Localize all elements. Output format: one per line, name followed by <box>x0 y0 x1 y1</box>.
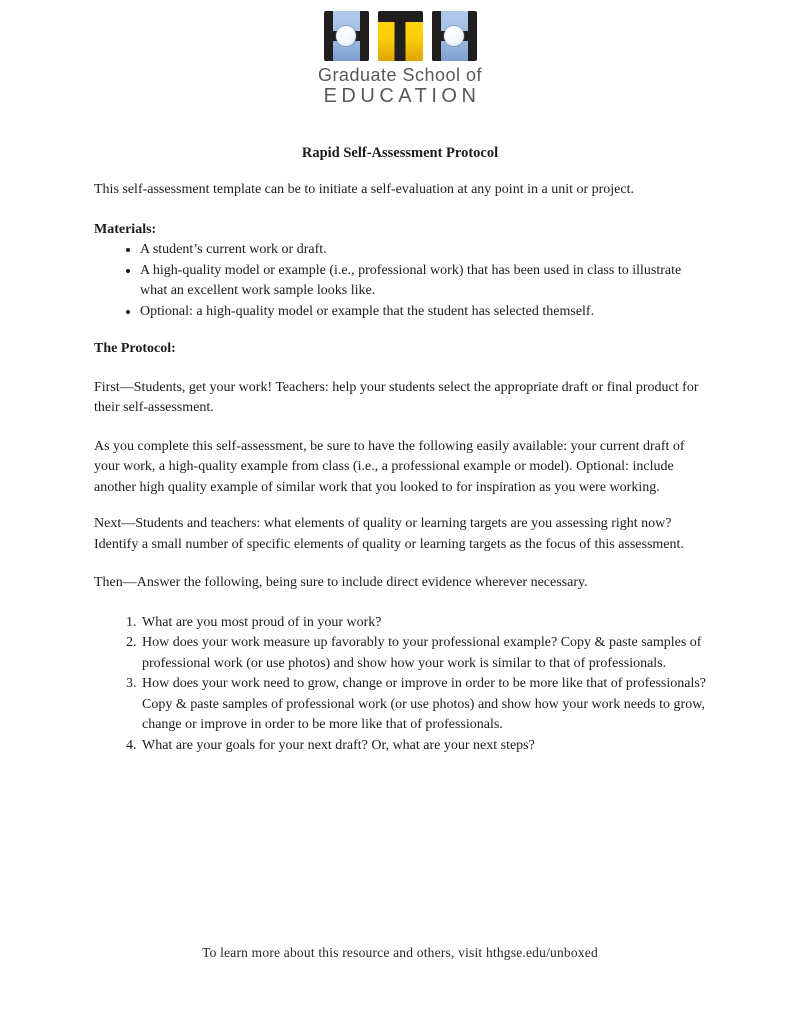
list-item: 3. How does your work need to grow, change or improve in order to be more like that of professionals? Copy & paste samples of professional work (or use photos) and show how your work needs to grow, change or improve in order to be more like that of professionals. <box>140 674 706 736</box>
logo-tile-h-icon <box>324 11 369 61</box>
list-item: 1. What are you most proud of in your work? <box>140 613 706 634</box>
document-content <box>94 143 706 756</box>
protocol-paragraph-then: Then—Answer the following, being sure to include direct evidence wherever necessary. <box>94 575 588 590</box>
protocol-heading: The Protocol: <box>94 341 176 356</box>
lens-circle-icon <box>336 26 356 46</box>
materials-heading: Materials: <box>94 221 157 237</box>
page-title: Rapid Self-Assessment Protocol <box>301 145 499 161</box>
list-item: • A high-quality model or example (i.e., professional work) that has been used in class to illustrate what an excellent work sample looks like. <box>140 261 706 302</box>
list-item: • Optional: a high-quality model or example that the student has selected themself. <box>140 302 706 323</box>
questions-list <box>94 613 706 757</box>
protocol-paragraph-first: First—Students, get your work! Teachers: help your students select the appropriate draft or final product for their self-assessment. <box>94 379 699 415</box>
logo-tile-h-icon <box>432 11 477 61</box>
list-item: 4. What are your goals for your next draft? Or, what are your next steps? <box>140 736 706 757</box>
intro-paragraph: This self-assessment template can be to initiate a self-evaluation at any point in a unit or project. <box>94 182 634 197</box>
list-item: 2. How does your work measure up favorably to your professional example? Copy & paste samples of professional work (or use photos) and show how your work is similar to that of professionals. <box>140 633 706 674</box>
materials-list <box>94 240 706 322</box>
hth-logo <box>0 0 800 107</box>
footer-note: To learn more about this resource and others, visit hthgse.edu/unboxed <box>202 945 598 960</box>
logo-tile-t-icon <box>378 11 423 61</box>
logo-wordmark: EDUCATION <box>323 85 481 107</box>
list-item: • A student’s current work or draft. <box>140 240 706 261</box>
t-stem <box>395 11 406 61</box>
protocol-paragraph-materials-available: As you complete this self-assessment, be sure to have the following easily available: your current draft of your work, a high-quality example from class (i.e., a professional example or model). Optional: include another high quality example of similar work that you looked to for inspiration as you were working. <box>94 438 685 495</box>
logo-tiles <box>0 11 800 61</box>
logo-school-line: Graduate School of <box>317 65 483 85</box>
lens-circle-icon <box>444 26 464 46</box>
protocol-paragraph-next: Next—Students and teachers: what elements of quality or learning targets are you assessing right now? Identify a small number of specific elements of quality or learning targets as the focus of this assessment. <box>94 516 684 552</box>
